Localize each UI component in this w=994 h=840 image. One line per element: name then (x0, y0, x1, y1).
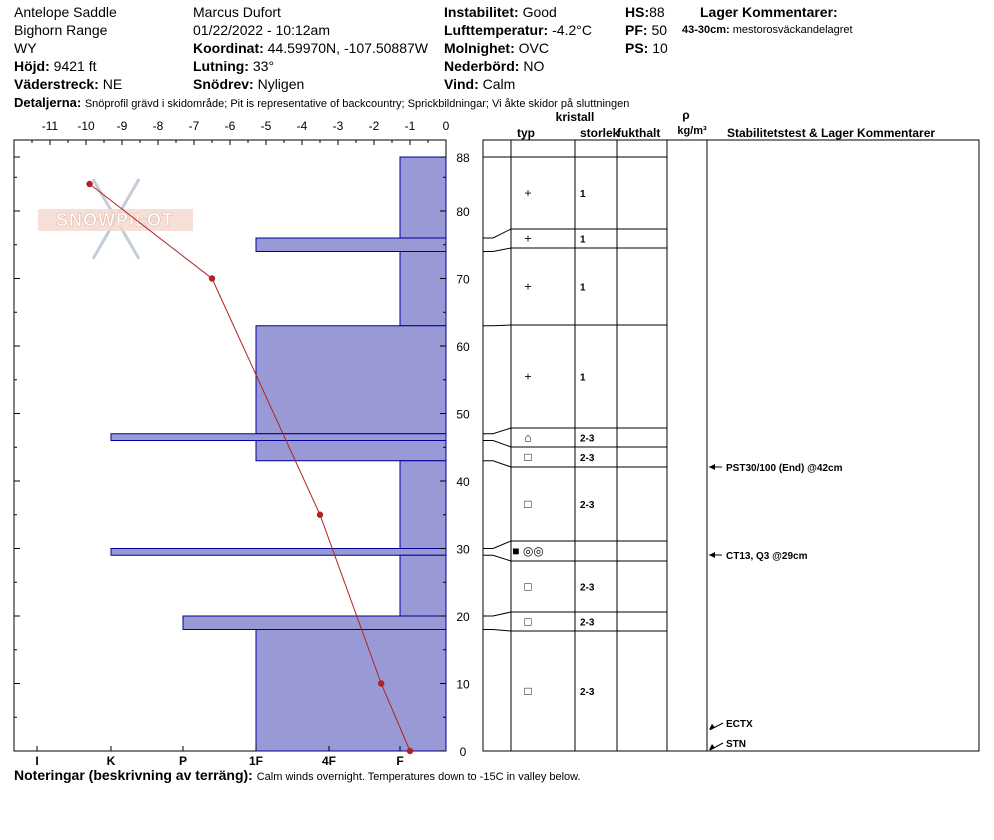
header-crystal: kristall (555, 110, 595, 124)
layer-grain-type: ■ ◎◎ (512, 544, 544, 558)
observer-name: Marcus Dufort (193, 4, 281, 20)
temp-tick-label: -4 (296, 119, 308, 133)
stability-label: Instabilitet: (444, 4, 519, 20)
elevation-label: Höjd: (14, 58, 50, 74)
depth-tick-label: 20 (456, 610, 470, 624)
hardness-bars (111, 157, 446, 751)
layer-grain-size: 1 (580, 234, 586, 246)
hardness-bar (111, 434, 446, 441)
layer-connector (483, 612, 511, 616)
airtemp-label: Lufttemperatur: (444, 22, 549, 38)
state-name: WY (14, 40, 37, 56)
layer-grain-size: 1 (580, 372, 586, 384)
layer-connector (483, 229, 511, 238)
temp-tick-label: -11 (41, 119, 59, 133)
snowpilot-logo (38, 179, 193, 259)
pf-value: 50 (651, 22, 668, 38)
layer-comments-title-text: Lager Kommentarer: (700, 4, 838, 20)
temp-tick-label: -8 (152, 119, 164, 133)
aspect-label: Väderstreck: (14, 76, 99, 92)
layer-connector (483, 461, 511, 467)
hardness-tick-label: 4F (321, 754, 337, 768)
temperature-point (209, 275, 215, 281)
temp-tick-label: -7 (188, 119, 200, 133)
layer-connector (483, 325, 511, 326)
temp-tick-label: -1 (404, 119, 416, 133)
hardness-bar (256, 630, 446, 752)
layer-grain-size: 2-3 (580, 687, 595, 698)
depth-tick-label: 0 (459, 745, 467, 759)
wind-loading-value: Nyligen (257, 76, 305, 92)
precip-label: Nederbörd: (444, 58, 520, 74)
layer-connector (483, 441, 511, 448)
depth-tick-label: 10 (456, 677, 470, 692)
hardness-bar (400, 252, 446, 326)
temperature-point (317, 512, 323, 518)
depth-tick-label: 88 (456, 151, 470, 165)
layer-grain-size: 1 (580, 189, 586, 200)
temp-tick-label: -10 (77, 119, 95, 133)
hardness-bar (256, 326, 446, 434)
hardness-bar (183, 616, 446, 630)
hardness-bar (400, 555, 446, 616)
layer-grain-size: 2-3 (580, 617, 595, 629)
ps-label: PS: (625, 40, 649, 56)
hardness-tick-label: I (35, 754, 39, 768)
depth-tick-label: 70 (456, 272, 470, 287)
sky-value: OVC (518, 40, 549, 56)
header-moisture: fukthalt (617, 126, 661, 140)
date-time: 01/22/2022 - 10:12am (193, 22, 330, 38)
airtemp-value: -4.2°C (552, 22, 592, 38)
depth-tick-label: 40 (456, 475, 470, 489)
layer-grain-type: ⌂ (524, 430, 532, 445)
temperature-point (86, 181, 92, 187)
hardness-tick-label: 1F (248, 754, 264, 768)
header-size: storlek (580, 126, 620, 140)
temp-tick-label: -2 (368, 119, 380, 133)
layer-connector (483, 630, 511, 632)
layer-connector (483, 428, 511, 434)
header-stability: Stabilitetstest & Lager Kommentarer (727, 126, 936, 140)
hardness-bar (256, 238, 446, 252)
hardness-tick-label: F (396, 754, 404, 768)
layer-grain-type: □ (524, 579, 532, 594)
depth-tick-label: 30 (456, 542, 470, 557)
details-text: Snöprofil grävd i skidområde; Pit is representative of backcountry; Sprickbildningar; Vi åkte skidor på sluttningen (84, 98, 630, 110)
aspect-value: NE (102, 76, 123, 92)
hardness-tick-label: K (106, 754, 116, 768)
stability-test-label: STN (726, 739, 746, 750)
depth-tick-label: 50 (456, 407, 470, 422)
range-name: Bighorn Range (14, 22, 108, 38)
slope-value: 33° (252, 58, 275, 74)
stability-test-label: CT13, Q3 @29cm (726, 551, 808, 562)
test-arrow-head (709, 464, 715, 470)
layer-grain-type: □ (524, 450, 532, 464)
temp-tick-label: -9 (116, 119, 128, 133)
layer-grain-size: 1 (580, 282, 586, 294)
hardness-tick-label: P (178, 754, 188, 768)
header-density: kg/m³ (677, 125, 707, 137)
sky-label: Molnighet: (444, 40, 515, 56)
details-label: Detaljerna: (14, 95, 82, 110)
layer-grain-type: + (524, 186, 532, 200)
layer-grain-type: □ (524, 497, 532, 511)
notes-row (14, 767, 581, 783)
layer-comment-text: mestorosväckandelagret (732, 24, 853, 36)
depth-tick-label: 60 (456, 340, 470, 354)
layer-grain-size: 2-3 (580, 433, 595, 445)
elevation-value: 9421 ft (53, 58, 97, 74)
layer-grain-type: □ (524, 614, 532, 629)
layer-grain-type: + (524, 231, 532, 246)
hardness-bar (400, 461, 446, 549)
hardness-bar (111, 549, 446, 556)
coordinate-value: 44.59970N, -107.50887W (267, 40, 428, 56)
pf-label: PF: (625, 22, 648, 38)
wind-loading-label: Snödrev: (193, 76, 254, 92)
layer-grain-type: □ (524, 684, 532, 698)
layer-connector (483, 555, 511, 561)
notes-label: Noteringar (beskrivning av terräng): (14, 767, 253, 783)
layer-table (483, 108, 979, 751)
slope-label: Lutning: (193, 58, 249, 74)
layer-connector (483, 248, 511, 252)
wind-label: Vind: (444, 76, 479, 92)
logo-text: SNOWPILOT (56, 210, 174, 230)
layer-comment-range: 43-30cm: (682, 24, 730, 36)
hs-value: 88 (649, 4, 665, 20)
temp-tick-label: -5 (260, 119, 272, 133)
layer-grain-size: 2-3 (580, 453, 595, 464)
layer-connector (483, 541, 511, 549)
stability-value: Good (522, 4, 557, 20)
layer-grain-size: 2-3 (580, 582, 595, 594)
table-frame (483, 140, 979, 751)
layer-grain-type: + (524, 279, 532, 294)
layer-grain-type: + (524, 369, 532, 384)
hardness-bar (400, 157, 446, 238)
hs-label: HS: (625, 4, 650, 20)
layer-grain-size: 2-3 (580, 500, 595, 511)
ps-value: 10 (652, 40, 668, 56)
temp-tick-label: 0 (442, 119, 450, 133)
temperature-point (407, 748, 413, 754)
depth-tick-label: 80 (456, 205, 470, 219)
temp-tick-label: -6 (224, 119, 236, 133)
location-name: Antelope Saddle (14, 4, 117, 20)
header-rho: ρ (682, 108, 690, 122)
coordinate-label: Koordinat: (193, 40, 264, 56)
stability-test-label: ECTX (726, 719, 753, 730)
hardness-bar (256, 441, 446, 461)
wind-value: Calm (482, 76, 516, 92)
notes-text: Calm winds overnight. Temperatures down to -15C in valley below. (256, 771, 581, 783)
temperature-point (378, 680, 384, 686)
header-type: typ (517, 126, 535, 140)
test-arrow-head (709, 552, 715, 558)
stability-test-label: PST30/100 (End) @42cm (726, 463, 843, 474)
precip-value: NO (523, 58, 545, 74)
temp-tick-label: -3 (332, 119, 344, 133)
